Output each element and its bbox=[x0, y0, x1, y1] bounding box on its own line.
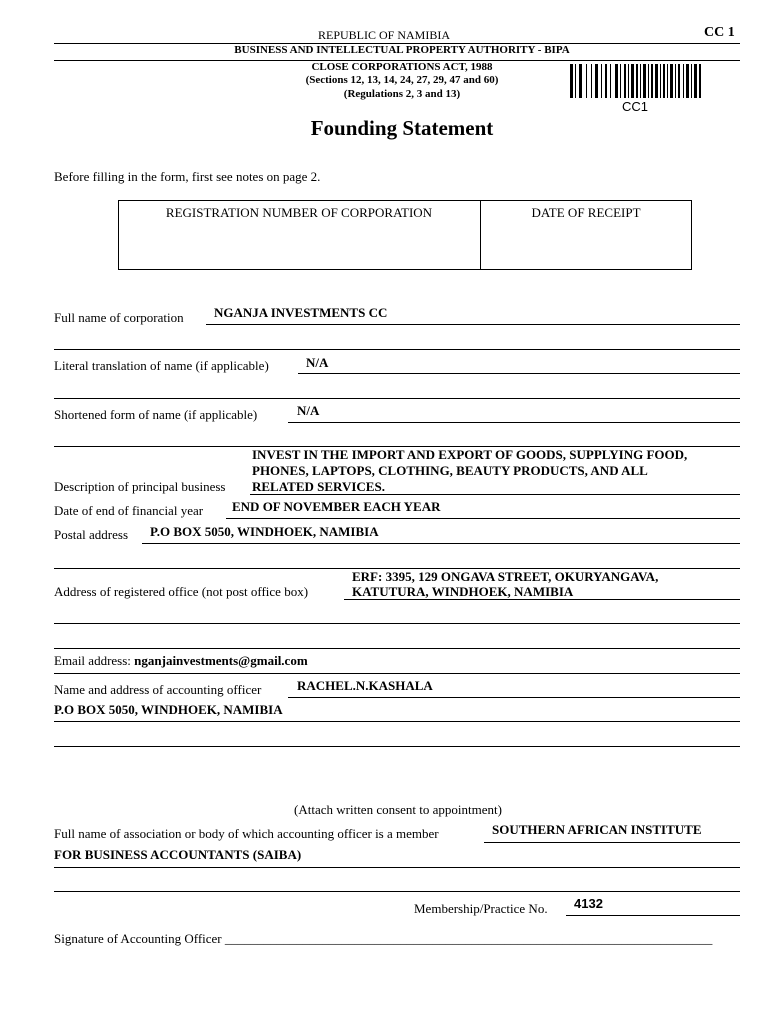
date-of-receipt-label: DATE OF RECEIPT bbox=[531, 205, 641, 220]
instruction-text: Before filling in the form, first see notes on page 2. bbox=[54, 169, 321, 184]
officer-address-line-2 bbox=[54, 746, 740, 747]
postal-address-line bbox=[142, 543, 740, 544]
full-name-line-2 bbox=[54, 349, 740, 350]
full-name-label: Full name of corporation bbox=[54, 310, 184, 325]
postal-address-value[interactable]: P.O BOX 5050, WINDHOEK, NAMIBIA bbox=[150, 524, 379, 539]
regulations-heading: (Regulations 2, 3 and 13) bbox=[343, 88, 461, 100]
consent-note: (Attach written consent to appointment) bbox=[294, 802, 502, 817]
republic-heading: REPUBLIC OF NAMIBIA bbox=[317, 28, 450, 42]
registration-number-label: REGISTRATION NUMBER OF CORPORATION bbox=[165, 205, 433, 220]
business-line-3[interactable]: RELATED SERVICES. bbox=[252, 479, 385, 494]
authority-heading: BUSINESS AND INTELLECTUAL PROPERTY AUTHORITY - BIPA bbox=[234, 44, 570, 56]
office-use-box bbox=[118, 200, 692, 270]
office-address-line bbox=[344, 599, 740, 600]
business-line-2[interactable]: PHONES, LAPTOPS, CLOTHING, BEAUTY PRODUCTS, AND ALL bbox=[252, 463, 648, 478]
financial-year-line bbox=[226, 518, 740, 519]
office-address-line-2-rule bbox=[54, 623, 740, 624]
literal-translation-line bbox=[298, 373, 740, 374]
literal-translation-label: Literal translation of name (if applicable) bbox=[54, 358, 269, 373]
association-line-2[interactable]: FOR BUSINESS ACCOUNTANTS (SAIBA) bbox=[54, 847, 302, 862]
membership-label: Membership/Practice No. bbox=[414, 901, 548, 916]
business-label: Description of principal business bbox=[54, 479, 226, 494]
barcode-icon bbox=[570, 64, 702, 98]
page-title: Founding Statement bbox=[310, 116, 494, 140]
shortened-name-label: Shortened form of name (if applicable) bbox=[54, 407, 258, 422]
literal-translation-value[interactable]: N/A bbox=[306, 355, 329, 370]
membership-value[interactable]: 4132 bbox=[574, 896, 603, 911]
email-line bbox=[54, 673, 740, 674]
officer-name-line bbox=[288, 697, 740, 698]
office-address-label: Address of registered office (not post office box) bbox=[54, 584, 309, 599]
form-code: CC 1 bbox=[704, 25, 735, 40]
association-line-2-rule bbox=[54, 867, 740, 868]
postal-address-label: Postal address bbox=[54, 527, 129, 542]
shortened-name-line bbox=[288, 422, 740, 423]
office-address-line-1[interactable]: ERF: 3395, 129 ONGAVA STREET, OKURYANGAVA, bbox=[352, 569, 659, 584]
business-line-1[interactable]: INVEST IN THE IMPORT AND EXPORT OF GOODS, SUPPLYING FOOD, bbox=[252, 447, 688, 462]
email-value[interactable]: nganjainvestments@gmail.com bbox=[134, 653, 308, 668]
financial-year-value[interactable]: END OF NOVEMBER EACH YEAR bbox=[232, 499, 441, 514]
signature-line[interactable]: Signature of Accounting Officer ___________________________________________________________________________ bbox=[54, 931, 713, 946]
office-address-line-2[interactable]: KATUTURA, WINDHOEK, NAMIBIA bbox=[352, 584, 574, 599]
sections-heading: (Sections 12, 13, 14, 24, 27, 29, 47 and 60) bbox=[305, 74, 499, 86]
barcode-caption: CC1 bbox=[622, 99, 649, 114]
officer-label: Name and address of accounting officer bbox=[54, 682, 262, 697]
association-label: Full name of association or body of which accounting officer is a member bbox=[54, 826, 439, 841]
financial-year-label: Date of end of financial year bbox=[54, 503, 204, 518]
full-name-line bbox=[206, 324, 740, 325]
association-line-1[interactable]: SOUTHERN AFRICAN INSTITUTE bbox=[492, 822, 702, 837]
officer-name-value[interactable]: RACHEL.N.KASHALA bbox=[297, 678, 433, 693]
shortened-name-value[interactable]: N/A bbox=[297, 403, 320, 418]
association-line-3-rule bbox=[54, 891, 740, 892]
association-line bbox=[484, 842, 740, 843]
full-name-value[interactable]: NGANJA INVESTMENTS CC bbox=[214, 305, 388, 320]
office-address-line-3-rule bbox=[54, 648, 740, 649]
membership-line bbox=[566, 915, 740, 916]
email-row bbox=[54, 653, 308, 669]
email-label: Email address: bbox=[54, 653, 131, 668]
literal-translation-line-2 bbox=[54, 398, 740, 399]
officer-address-value[interactable]: P.O BOX 5050, WINDHOEK, NAMIBIA bbox=[54, 702, 283, 717]
business-line bbox=[250, 494, 740, 495]
act-heading: CLOSE CORPORATIONS ACT, 1988 bbox=[311, 61, 493, 73]
officer-address-line bbox=[54, 721, 740, 722]
